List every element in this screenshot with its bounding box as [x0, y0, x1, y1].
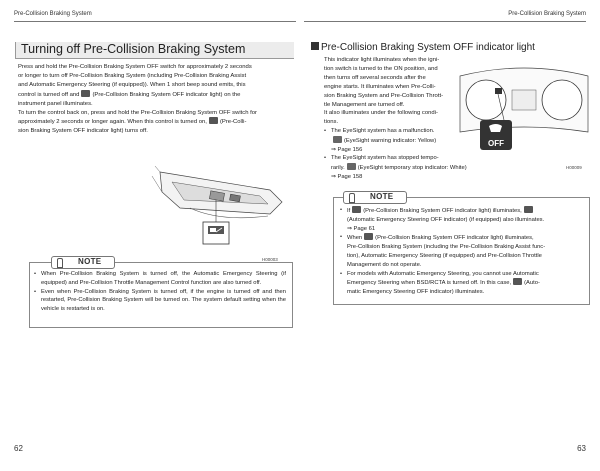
para2-line1: To turn the control back on, press and hold the Pre-Collision Braking System OFF switch for: [18, 109, 258, 116]
note3-a: For models with Automatic Emergency Steering, you cannot use Automatic: [347, 270, 539, 277]
note2-d: tion), Automatic Emergency Steering (if equipped) and Pre-Collision Throttle: [347, 252, 542, 259]
note-item: [340, 270, 582, 297]
header-rule-right: [304, 21, 586, 22]
para1-line3: and Automatic Emergency Steering (if equipped)). When 1 short beep sound emits, this: [18, 81, 246, 88]
eyesight-warning-icon: [333, 136, 342, 143]
intro-line: This indicator light illuminates when the igni-: [324, 57, 440, 63]
intro-line: sion Braking System and Pre-Collision Thrott-: [324, 92, 444, 99]
note3-c: (Auto-: [524, 280, 540, 287]
para1-line4a: control is turned off and: [18, 91, 80, 98]
page-number-right: 63: [577, 444, 586, 453]
para1-line4b: (Pre-Collision Braking System OFF indicator light) on the: [92, 91, 241, 98]
pcb-off-icon: [209, 117, 218, 124]
note-label-right: NOTE: [370, 192, 394, 201]
note2-b: (Pre-Collision Braking System OFF indicator light) illuminates,: [375, 235, 534, 242]
note3-d: matic Emergency Steering OFF indicator) illuminates.: [347, 289, 485, 296]
note1-ref: ⇒ Page 61: [347, 225, 376, 232]
intro-line: tle Management are turned off.: [324, 101, 405, 108]
bullet1-text: The EyeSight system has a malfunction.: [331, 128, 435, 134]
note-label-left: NOTE: [78, 257, 102, 266]
eyesight-stop-icon: [347, 163, 356, 170]
figure-code-right: H00009: [566, 165, 582, 170]
para1-line5: instrument panel illuminates.: [18, 100, 93, 107]
note2-e: Management do not operate.: [347, 261, 422, 268]
left-body: [18, 63, 290, 136]
para2-line2b: (Pre-Colli-: [219, 119, 247, 126]
note1-c: (Automatic Emergency Steering OFF indicator) (if equipped) also illuminates.: [347, 216, 545, 223]
pcb-off-icon: [352, 206, 361, 213]
header-left: Pre-Collision Braking System: [14, 11, 92, 17]
also-line: It also illuminates under the following condi-: [324, 110, 438, 117]
intro-line: tion switch is turned to the ON position, and: [324, 65, 438, 72]
note-tab-left: [51, 256, 115, 269]
note3-b: Emergency Steering when BSD/RCTA is turned off. In this case,: [347, 280, 512, 287]
para2-line3: sion Braking System OFF indicator light) turns off.: [18, 128, 148, 135]
para2-line2a: approximately 2 seconds or longer again. When this control is turned on,: [18, 119, 207, 126]
off-indicator-label: OFF: [488, 139, 504, 148]
note-item: • Even when Pre-Collision Braking System is turned off, if the engine is turned off and then restarted, Pre-Collision Braking System will be turned on. The system default setting when the vehicle is restarted is on.: [34, 288, 286, 314]
note-list-right: [340, 206, 582, 297]
note-icon: [57, 258, 63, 268]
header-right: Pre-Collision Braking System: [508, 11, 586, 17]
note1-a: If: [347, 208, 351, 214]
header-rule-left: [14, 21, 296, 22]
note-list-left: [34, 270, 286, 314]
section-title-box: [15, 42, 294, 59]
note-tab-right: [343, 191, 407, 204]
note-item: • When Pre-Collision Braking System is turned off, the Automatic Emergency Steering (if equipped) and Pre-Collision Throttle Management Control function are also turned off.: [34, 270, 286, 288]
intro-line: then turns off several seconds after the: [324, 74, 426, 81]
figure-code-left: H00003: [262, 257, 278, 262]
instrument-cluster-figure: [458, 62, 590, 170]
page-number-left: 62: [14, 444, 23, 453]
intro-line: engine starts. It illuminates when Pre-Colli-: [324, 83, 436, 90]
bullet2-ref: ⇒ Page 158: [331, 173, 363, 180]
aes-off-icon: [513, 278, 522, 285]
section-title: Turning off Pre-Collision Braking System: [21, 42, 246, 56]
bullet1-ref: ⇒ Page 156: [331, 146, 363, 153]
bullet2-text: The EyeSight system has stopped tempo-: [331, 155, 439, 162]
note-item: [340, 233, 582, 269]
note2-a: When: [347, 235, 363, 242]
note-item: [340, 206, 582, 233]
aes-off-icon: [524, 206, 533, 213]
bullet2-sub: (EyeSight temporary stop indicator: White): [357, 165, 467, 172]
note1-b: (Pre-Collision Braking System OFF indicator light) illuminates,: [363, 208, 522, 214]
note2-c: Pre-Collision Braking System (including the Pre-Collision Braking Assist func-: [347, 244, 546, 251]
also-line2: tions.: [324, 119, 339, 126]
bullet1-sub: (EyeSight warning indicator: Yellow): [344, 137, 437, 144]
section-square-icon: [311, 42, 319, 50]
overhead-console-figure: [150, 162, 290, 262]
para1-line1: Press and hold the Pre-Collision Braking System OFF switch for approximately 2 seconds: [18, 64, 252, 70]
bullet2-text-b: rarily.: [331, 165, 345, 172]
section-heading-text: Pre-Collision Braking System OFF indicator light: [321, 42, 535, 53]
para1-line2: or longer to turn off Pre-Collision Braking System (including Pre-Collision Braking Assist: [18, 72, 247, 79]
section-heading-right: [311, 42, 535, 53]
note-icon: [349, 193, 355, 203]
pcb-off-icon: [81, 90, 90, 97]
pcb-off-icon: [364, 233, 373, 240]
